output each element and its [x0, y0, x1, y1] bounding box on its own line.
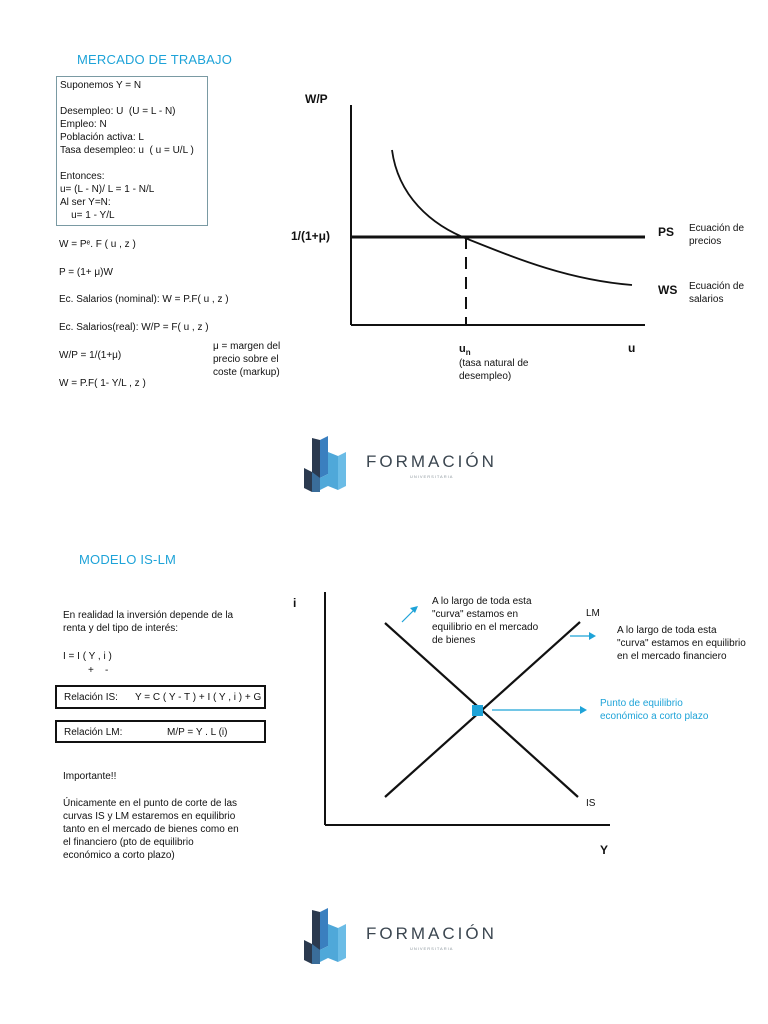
logo-text: FORMACIÓN: [366, 452, 497, 471]
un-note: [459, 357, 529, 383]
logo-subtext: UNIVERSITARIA: [410, 946, 454, 951]
wp-axis-label: W/P: [305, 92, 328, 106]
is-note-line: de bienes: [432, 635, 476, 646]
ps-label: PS: [658, 225, 675, 239]
equilibrium-point: [472, 705, 483, 716]
ps-note: [689, 222, 744, 248]
assumption-line: [60, 157, 207, 170]
investment-eq: I = I ( Y , i ): [63, 651, 112, 662]
ws-curve: [392, 150, 632, 285]
assumption-line: Tasa desempleo: u ( u = U/L ): [60, 145, 194, 156]
logo-subtext: UNIVERSITARIA: [410, 474, 454, 479]
ws-note-line: salarios: [689, 294, 724, 305]
conclusion-line: el financiero (pto de equilibrio: [63, 837, 194, 848]
is-note: [432, 595, 538, 647]
eq-ps-level: W/P = 1/(1+μ): [59, 350, 122, 361]
level-label: 1/(1+μ): [291, 229, 331, 243]
i-axis-label: i: [293, 596, 297, 610]
assumption-line: Población activa: L: [60, 132, 144, 143]
assumption-line: u= 1 - Y/L: [60, 210, 115, 221]
un-label-sub: n: [465, 348, 471, 358]
eq-note-line: Punto de equilibrio: [600, 698, 683, 709]
logo-text: FORMACIÓN: [366, 924, 497, 943]
assumptions-box: [56, 76, 208, 226]
intro-line: En realidad la inversión depende de la: [63, 610, 234, 621]
is-note-line: A lo largo de toda esta: [432, 596, 532, 607]
u-axis-label: u: [628, 341, 636, 355]
eq-price: P = (1+ μ)W: [59, 267, 113, 278]
eq-nominal-wage: Ec. Salarios (nominal): W = P.F( u , z ): [59, 294, 229, 305]
assumption-line: Al ser Y=N:: [60, 197, 111, 208]
logo-mark-icon: [298, 434, 354, 494]
lm-label: LM: [586, 608, 600, 619]
lm-note-line: A lo largo de toda esta: [617, 625, 717, 636]
is-note-arrow-icon: [410, 606, 418, 613]
equilibrium-note: [600, 697, 708, 723]
y-axis-label: Y: [600, 843, 609, 857]
section1-title: MERCADO DE TRABAJO: [77, 52, 233, 67]
assumption-line: Entonces:: [60, 171, 105, 182]
ws-note: [689, 280, 744, 306]
assumption-line: Desempleo: U (U = L - N): [60, 106, 176, 117]
intro-text: [63, 609, 233, 635]
assumptions-list: [57, 77, 207, 222]
eq-note-line: económico a corto plazo: [600, 711, 709, 722]
is-note-line: "curva" estamos en: [432, 609, 519, 620]
eq-real-wage: Ec. Salarios(real): W/P = F( u , z ): [59, 322, 209, 333]
lm-box-eq: M/P = Y . L (i): [167, 727, 228, 738]
is-note-line: equilibrio en el mercado: [432, 622, 539, 633]
is-box-label: Relación IS:: [64, 692, 118, 703]
conclusion-line: económico a corto plazo): [63, 850, 175, 861]
mu-note-line: precio sobre el: [213, 354, 279, 365]
lm-note-line: en el mercado financiero: [617, 651, 727, 662]
conclusion-line: Únicamente en el punto de corte de las: [63, 798, 237, 809]
ps-note-line: precios: [689, 236, 722, 247]
un-note-line: desempleo): [459, 371, 512, 382]
conclusion-line: tanto en el mercado de bienes como en: [63, 824, 239, 835]
formacion-logo: [298, 904, 508, 968]
lm-note-arrow-icon: [589, 632, 596, 640]
section2-title: MODELO IS-LM: [79, 552, 177, 567]
lm-note-line: "curva" estamos en equilibrio: [617, 638, 746, 649]
formacion-logo: [298, 432, 508, 496]
lm-note: [617, 624, 746, 663]
lm-box-label: Relación LM:: [64, 727, 123, 738]
assumption-line: Suponemos Y = N: [60, 80, 142, 91]
conclusion-line: curvas IS y LM estaremos en equilibrio: [63, 811, 236, 822]
is-box-eq: Y = C ( Y - T ) + I ( Y , i ) + G: [135, 692, 262, 703]
conclusion-text: [63, 797, 239, 862]
assumption-line: [60, 92, 207, 105]
assumption-line: u= (L - N)/ L = 1 - N/L: [60, 184, 155, 195]
intro-line: renta y del tipo de interés:: [63, 623, 179, 634]
mu-note-line: μ = margen del: [213, 341, 281, 352]
un-label-main: u: [459, 343, 466, 355]
is-relation-box: [55, 685, 266, 709]
ws-note-line: Ecuación de: [689, 281, 745, 292]
eq-expected-wage: W = Pᵉ. F ( u , z ): [59, 239, 136, 250]
un-note-line: (tasa natural de: [459, 358, 529, 369]
investment-signs: + -: [88, 665, 109, 676]
un-label: [459, 343, 471, 357]
ps-note-line: Ecuación de: [689, 223, 745, 234]
mu-note-line: coste (markup): [213, 367, 280, 378]
eq-ws-output: W = P.F( 1- Y/L , z ): [59, 378, 146, 389]
assumption-line: Empleo: N: [60, 119, 107, 130]
is-label: IS: [586, 798, 596, 809]
logo-mark-icon: [298, 906, 354, 966]
ws-label: WS: [658, 283, 678, 297]
eq-note-arrow-icon: [580, 706, 587, 714]
lm-relation-box: [55, 720, 266, 743]
important-text: Importante!!: [63, 771, 117, 782]
